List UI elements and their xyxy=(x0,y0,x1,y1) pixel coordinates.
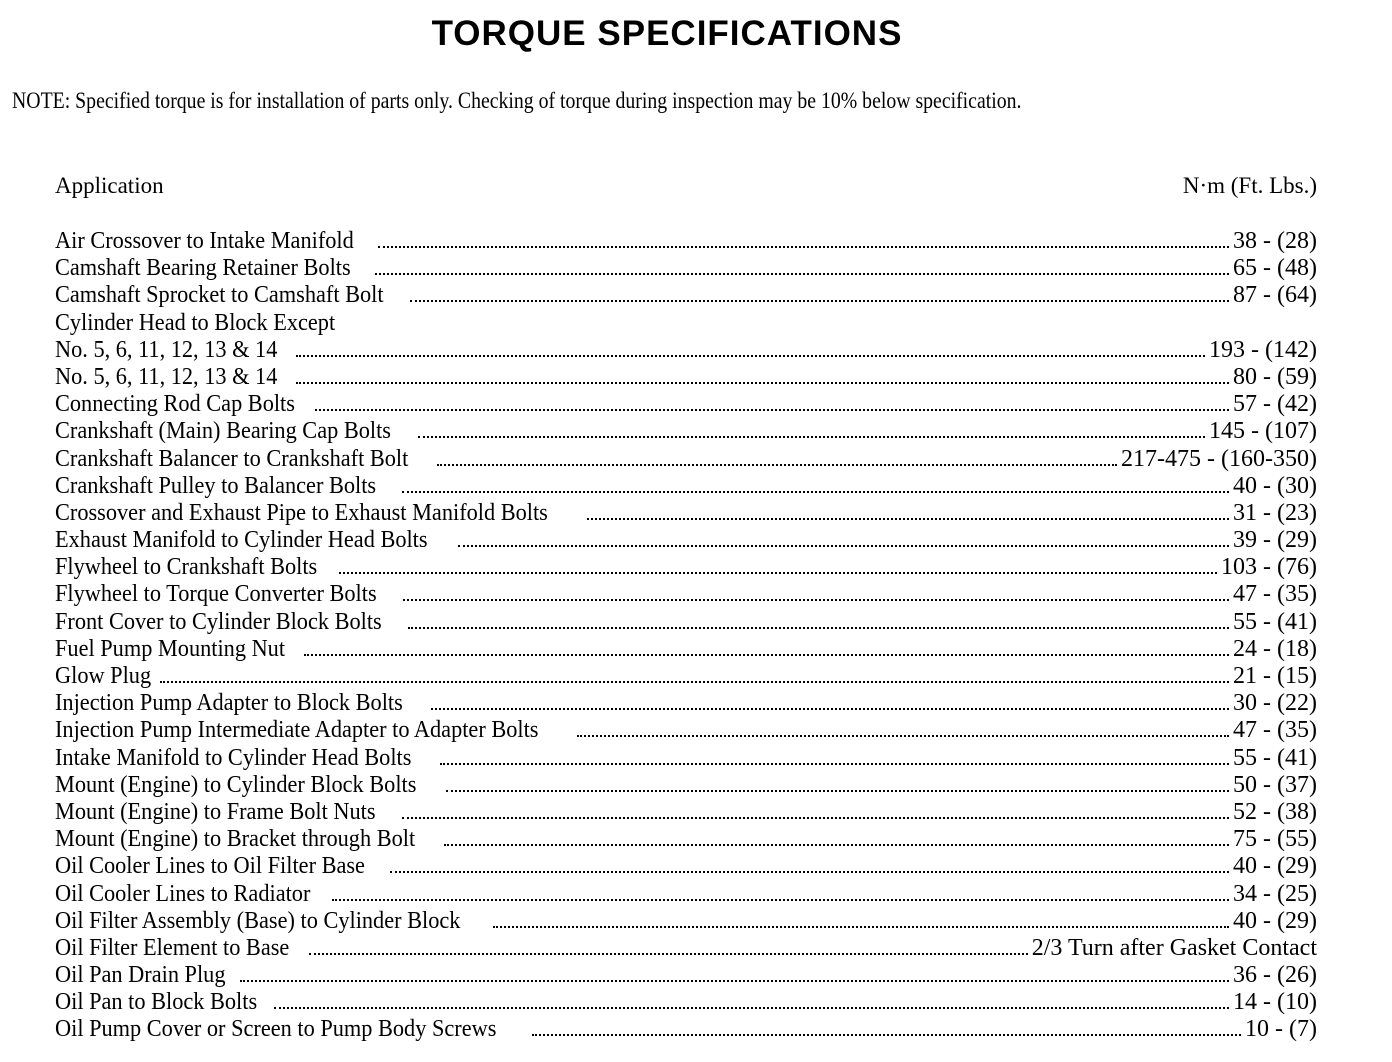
dot-leader xyxy=(304,654,1229,656)
spec-torque-value: 145 - (107) xyxy=(1209,418,1317,445)
spec-row xyxy=(55,473,1317,500)
spec-row xyxy=(55,282,1317,309)
spec-row xyxy=(55,745,1317,772)
dot-leader xyxy=(431,708,1229,710)
spec-row xyxy=(55,690,1317,717)
spec-torque-value: 50 - (37) xyxy=(1233,771,1317,798)
spec-application-label: Front Cover to Cylinder Block Bolts xyxy=(55,608,382,635)
spec-row xyxy=(55,663,1317,690)
dot-leader xyxy=(444,844,1229,846)
dot-leader xyxy=(240,980,1229,982)
spec-torque-value: 31 - (23) xyxy=(1233,499,1317,526)
spec-row xyxy=(55,391,1317,418)
spec-row xyxy=(55,554,1317,581)
spec-torque-value: 40 - (30) xyxy=(1233,472,1317,499)
spec-torque-value: 14 - (10) xyxy=(1233,989,1317,1016)
spec-torque-value: 103 - (76) xyxy=(1221,554,1317,581)
spec-torque-value: 40 - (29) xyxy=(1233,853,1317,880)
spec-application-label: No. 5, 6, 11, 12, 13 & 14 xyxy=(55,336,278,363)
spec-row xyxy=(55,908,1317,935)
dot-leader xyxy=(408,627,1229,629)
spec-torque-value: 38 - (28) xyxy=(1233,228,1317,254)
dot-leader xyxy=(339,572,1217,574)
torque-spec-list xyxy=(55,228,1317,1044)
spec-torque-value: 36 - (26) xyxy=(1233,962,1317,989)
spec-application-label: Camshaft Sprocket to Camshaft Bolt xyxy=(55,282,384,309)
dot-leader xyxy=(403,599,1229,601)
spec-row xyxy=(55,772,1317,799)
spec-torque-value: 40 - (29) xyxy=(1233,907,1317,934)
spec-torque-value: 39 - (29) xyxy=(1233,527,1317,554)
spec-torque-value: 2/3 Turn after Gasket Contact xyxy=(1031,934,1317,961)
spec-torque-value: 30 - (22) xyxy=(1233,690,1317,717)
dot-leader xyxy=(440,763,1229,765)
dot-leader xyxy=(402,491,1229,493)
dot-leader xyxy=(378,246,1229,248)
spec-application-label: Exhaust Manifold to Cylinder Head Bolts xyxy=(55,527,428,554)
spec-torque-value: 47 - (35) xyxy=(1233,717,1317,744)
spec-application-label: Mount (Engine) to Bracket through Bolt xyxy=(55,826,416,853)
spec-application-label: Oil Filter Assembly (Base) to Cylinder Block xyxy=(55,907,461,934)
spec-application-label: Crankshaft Balancer to Crankshaft Bolt xyxy=(55,445,409,472)
spec-row xyxy=(55,228,1317,255)
dot-leader xyxy=(332,899,1229,901)
spec-application-label: Oil Pan to Block Bolts xyxy=(55,989,258,1016)
spec-row xyxy=(55,500,1317,527)
dot-leader xyxy=(418,436,1205,438)
dot-leader xyxy=(458,545,1229,547)
spec-torque-value: 87 - (64) xyxy=(1233,282,1317,309)
dot-leader xyxy=(587,518,1229,520)
dot-leader xyxy=(532,1034,1241,1036)
spec-application-label: Mount (Engine) to Cylinder Block Bolts xyxy=(55,771,417,798)
spec-application-label: Connecting Rod Cap Bolts xyxy=(55,391,295,418)
spec-row xyxy=(55,636,1317,663)
spec-row xyxy=(55,826,1317,853)
dot-leader xyxy=(410,300,1229,302)
spec-torque-value: 65 - (48) xyxy=(1233,255,1317,282)
spec-application-label: Glow Plug xyxy=(55,663,152,689)
dot-leader xyxy=(309,953,1028,955)
dot-leader xyxy=(274,1007,1229,1009)
dot-leader xyxy=(493,926,1229,928)
spec-row xyxy=(55,1016,1317,1043)
spec-application-label: Fuel Pump Mounting Nut xyxy=(55,635,286,662)
spec-row xyxy=(55,609,1317,636)
spec-row xyxy=(55,418,1317,445)
spec-torque-value: 47 - (35) xyxy=(1233,581,1317,608)
spec-row xyxy=(55,853,1317,880)
spec-application-label: Crossover and Exhaust Pipe to Exhaust Manifold Bolts xyxy=(55,499,548,526)
spec-application-label: Oil Pan Drain Plug xyxy=(55,962,226,989)
spec-application-label: Injection Pump Intermediate Adapter to Adapter Bolts xyxy=(55,717,539,744)
spec-application-label: Flywheel to Crankshaft Bolts xyxy=(55,554,318,581)
spec-row xyxy=(55,527,1317,554)
spec-row xyxy=(55,310,1317,337)
spec-application-label: Camshaft Bearing Retainer Bolts xyxy=(55,255,351,282)
spec-application-label: Air Crossover to Intake Manifold xyxy=(55,228,354,254)
spec-torque-value: 55 - (41) xyxy=(1233,744,1317,771)
spec-row xyxy=(55,337,1317,364)
spec-row xyxy=(55,989,1317,1016)
spec-torque-value: 10 - (7) xyxy=(1245,1016,1317,1043)
spec-application-label: Oil Cooler Lines to Oil Filter Base xyxy=(55,853,365,880)
spec-application-label: Flywheel to Torque Converter Bolts xyxy=(55,581,377,608)
spec-application-label: Oil Pump Cover or Screen to Pump Body Screws xyxy=(55,1016,497,1043)
dot-leader xyxy=(402,817,1229,819)
spec-torque-value: 24 - (18) xyxy=(1233,635,1317,662)
spec-row xyxy=(55,581,1317,608)
spec-row xyxy=(55,962,1317,989)
page-title: TORQUE SPECIFICATIONS xyxy=(431,14,903,53)
spec-torque-value: 34 - (25) xyxy=(1233,880,1317,907)
spec-row xyxy=(55,446,1317,473)
spec-row xyxy=(55,799,1317,826)
spec-application-label: No. 5, 6, 11, 12, 13 & 14 xyxy=(55,363,278,390)
units-column-header: N·m (Ft. Lbs.) xyxy=(1182,173,1317,198)
dot-leader xyxy=(577,735,1229,737)
spec-torque-value: 217-475 - (160-350) xyxy=(1121,445,1317,472)
spec-application-label: Crankshaft (Main) Bearing Cap Bolts xyxy=(55,418,391,445)
spec-row xyxy=(55,881,1317,908)
dot-leader xyxy=(296,355,1205,357)
spec-torque-value: 55 - (41) xyxy=(1233,608,1317,635)
dot-leader xyxy=(315,409,1229,411)
spec-application-label: Oil Filter Element to Base xyxy=(55,934,290,961)
spec-application-label: Injection Pump Adapter to Block Bolts xyxy=(55,690,403,717)
spec-application-label: Cylinder Head to Block Except xyxy=(55,309,336,336)
dot-leader xyxy=(160,681,1229,683)
dot-leader xyxy=(375,273,1229,275)
dot-leader xyxy=(437,464,1117,466)
dot-leader xyxy=(390,871,1229,873)
dot-leader xyxy=(296,382,1229,384)
spec-application-label: Crankshaft Pulley to Balancer Bolts xyxy=(55,472,377,499)
spec-application-label: Intake Manifold to Cylinder Head Bolts xyxy=(55,744,412,771)
spec-row xyxy=(55,717,1317,744)
spec-row xyxy=(55,364,1317,391)
spec-application-label: Oil Cooler Lines to Radiator xyxy=(55,880,311,907)
application-column-header: Application xyxy=(55,173,164,198)
dot-leader xyxy=(446,790,1229,792)
spec-application-label: Mount (Engine) to Frame Bolt Nuts xyxy=(55,798,376,825)
spec-torque-value: 193 - (142) xyxy=(1209,336,1317,363)
spec-torque-value: 21 - (15) xyxy=(1233,663,1317,689)
spec-row xyxy=(55,255,1317,282)
column-headers xyxy=(55,173,1317,201)
inspection-note: NOTE: Specified torque is for installation of parts only. Checking of torque during inspection may be 10% below specification. xyxy=(12,88,1022,113)
spec-torque-value: 80 - (59) xyxy=(1233,363,1317,390)
spec-row xyxy=(55,935,1317,962)
spec-torque-value: 57 - (42) xyxy=(1233,391,1317,418)
spec-torque-value: 52 - (38) xyxy=(1233,798,1317,825)
spec-torque-value: 75 - (55) xyxy=(1233,826,1317,853)
